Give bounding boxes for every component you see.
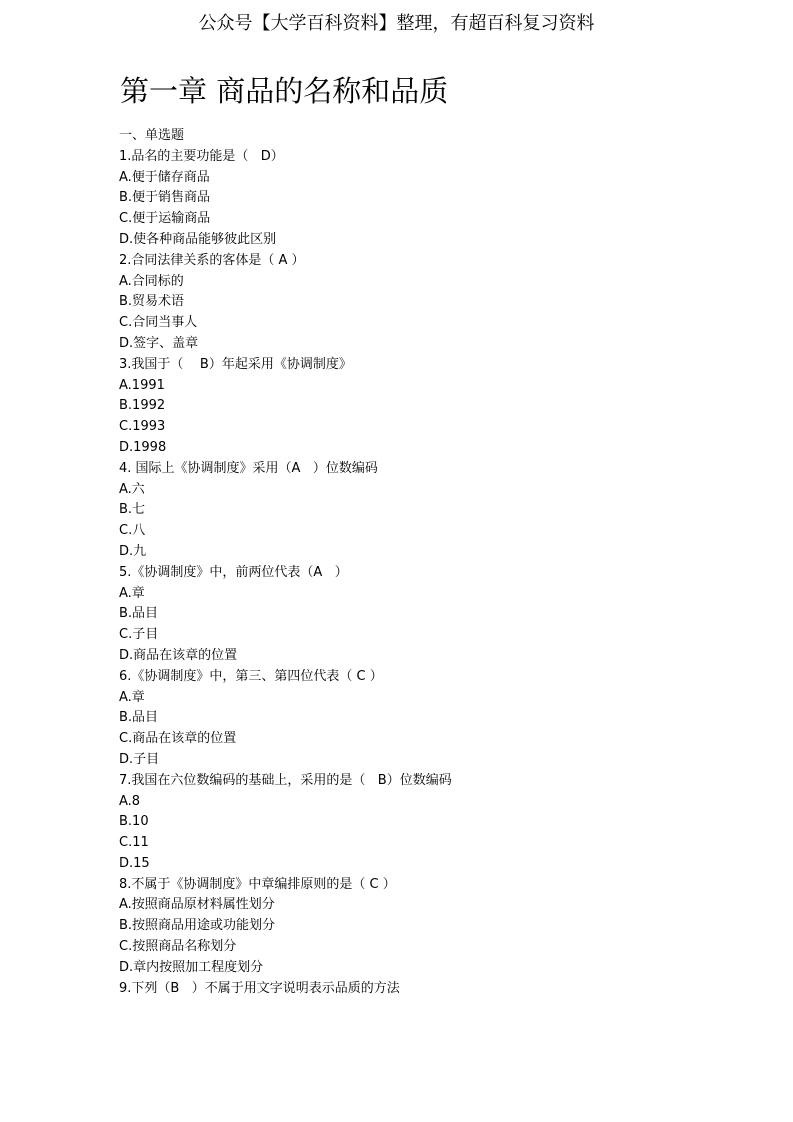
option-line: D.签字、盖章 bbox=[119, 335, 199, 351]
question-line: 8.不属于《协调制度》中章编排原则的是（ C ） bbox=[119, 876, 396, 892]
option-line: D.1998 bbox=[119, 439, 167, 455]
option-line: D.章内按照加工程度划分 bbox=[119, 959, 264, 975]
chapter-title: 第一章 商品的名称和品质 bbox=[120, 74, 449, 108]
option-line: C.子目 bbox=[119, 627, 159, 643]
page-header: 公众号【大学百科资料】整理，有超百科复习资料 bbox=[198, 13, 595, 34]
option-line: B.1992 bbox=[119, 398, 166, 414]
option-line: C.便于运输商品 bbox=[119, 211, 211, 227]
option-line: B.贸易术语 bbox=[119, 294, 185, 310]
option-line: D.九 bbox=[119, 543, 147, 559]
question-line: 5.《协调制度》中，前两位代表（A ） bbox=[119, 564, 348, 580]
question-line: 3.我国于（ B）年起采用《协调制度》 bbox=[119, 356, 352, 372]
option-line: A.1991 bbox=[119, 377, 165, 393]
option-line: B.七 bbox=[119, 502, 146, 518]
question-list bbox=[119, 126, 452, 999]
question-line: 7.我国在六位数编码的基础上，采用的是（ B）位数编码 bbox=[119, 772, 452, 788]
option-line: B.品目 bbox=[119, 606, 159, 622]
option-line: B.品目 bbox=[119, 710, 159, 726]
option-line: C.八 bbox=[119, 523, 146, 539]
option-line: A.合同标的 bbox=[119, 273, 184, 289]
section-heading: 一、单选题 bbox=[119, 128, 185, 143]
option-line: A.六 bbox=[119, 481, 145, 497]
option-line: C.合同当事人 bbox=[119, 315, 198, 331]
question-line: 4. 国际上《协调制度》采用（A ）位数编码 bbox=[119, 460, 378, 476]
question-line: 1.品名的主要功能是（ D） bbox=[119, 148, 284, 164]
option-line: C.1993 bbox=[119, 419, 166, 435]
option-line: D.子目 bbox=[119, 751, 160, 767]
option-line: A.章 bbox=[119, 585, 145, 601]
option-line: C.按照商品名称划分 bbox=[119, 939, 237, 955]
option-line: A.章 bbox=[119, 689, 145, 705]
question-line: 9.下列（B ）不属于用文字说明表示品质的方法 bbox=[119, 980, 400, 996]
option-line: C.11 bbox=[119, 835, 149, 851]
option-line: D.使各种商品能够彼此区别 bbox=[119, 231, 277, 247]
question-line: 6.《协调制度》中，第三、第四位代表（ C ） bbox=[119, 668, 383, 684]
option-line: B.按照商品用途或功能划分 bbox=[119, 918, 276, 934]
option-line: D.商品在该章的位置 bbox=[119, 647, 238, 663]
option-line: A.按照商品原材料属性划分 bbox=[119, 897, 275, 913]
option-line: C.商品在该章的位置 bbox=[119, 731, 237, 747]
option-line: D.15 bbox=[119, 855, 150, 871]
option-line: A.便于储存商品 bbox=[119, 169, 210, 185]
option-line: B.便于销售商品 bbox=[119, 190, 211, 206]
option-line: B.10 bbox=[119, 814, 149, 830]
option-line: A.8 bbox=[119, 793, 141, 809]
question-line: 2.合同法律关系的客体是（ A ） bbox=[119, 252, 305, 268]
